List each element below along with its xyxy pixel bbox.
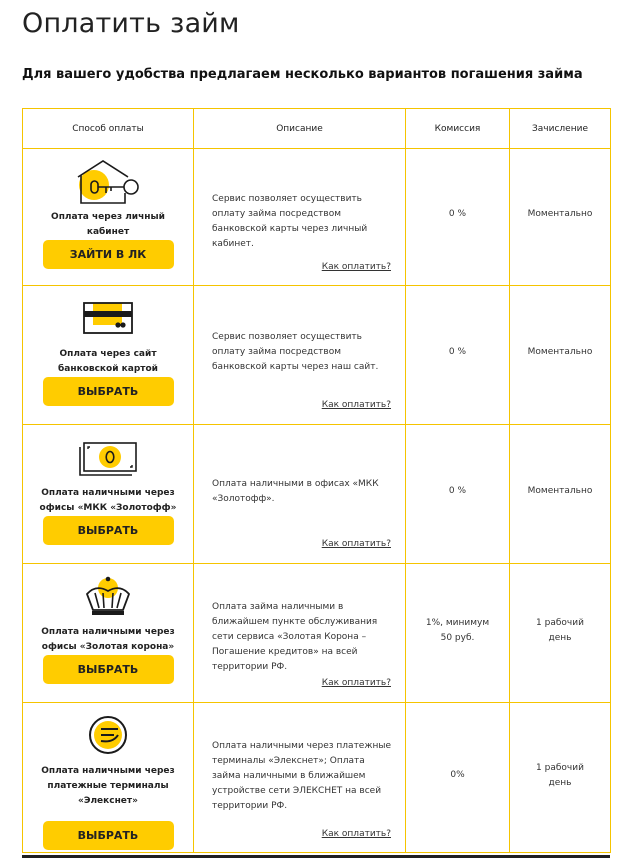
method-cell [23,703,194,853]
table-row [23,564,611,703]
crediting-cell: Моментально [510,286,611,425]
description-cell [194,149,406,286]
method-cell [23,425,194,564]
crediting-cell: 1 рабочий день [510,564,611,703]
commission-cell: 0% [406,703,510,853]
login-cabinet-button[interactable]: ЗАЙТИ В ЛК [43,240,174,269]
footer-divider [22,855,610,858]
crediting-cell: 1 рабочий день [510,703,611,853]
page-subtitle: Для вашего удобства предлагаем несколько вариантов погашения займа [22,67,583,82]
description-text: Сервис позволяет осуществить оплату займа посредством банковской карты через личный кабинет. [212,194,368,249]
description-cell [194,703,406,853]
table-header-row [23,109,611,149]
crown-icon [23,572,193,620]
select-button[interactable]: ВЫБРАТЬ [43,377,174,406]
elexnet-logo-icon [23,711,193,759]
method-name: Оплата наличными через платежные терминалы «Элекснет» [41,766,175,806]
how-to-pay-link[interactable]: Как оплатить? [321,539,391,549]
header-crediting: Зачисление [510,109,611,149]
commission-cell: 1%, минимум 50 руб. [406,564,510,703]
method-name: Оплата наличными через офисы «МКК «Золотофф» [39,488,177,513]
description-text: Оплата займа наличными в ближайшем пункте обслуживания сети сервиса «Золотая Корона – Погашение кредитов» на всей территории РФ. [212,602,378,672]
payment-methods-table [22,108,611,853]
description-text: Оплата наличными в офисах «МКК «Золотофф». [212,479,379,504]
description-cell [194,425,406,564]
header-method: Способ оплаты [23,109,194,149]
crediting-cell: Моментально [510,425,611,564]
description-cell [194,564,406,703]
select-button[interactable]: ВЫБРАТЬ [43,516,174,545]
how-to-pay-link[interactable]: Как оплатить? [321,400,391,410]
table-row [23,286,611,425]
how-to-pay-link[interactable]: Как оплатить? [321,262,391,272]
commission-cell: 0 % [406,149,510,286]
crediting-cell: Моментально [510,149,611,286]
cash-banknote-icon [23,433,193,481]
method-name: Оплата через сайт банковской картой [58,349,158,374]
method-cell [23,286,194,425]
method-name: Оплата наличными через офисы «Золотая корона» [41,627,175,652]
select-button[interactable]: ВЫБРАТЬ [43,821,174,850]
header-commission: Комиссия [406,109,510,149]
method-cell [23,564,194,703]
description-text: Сервис позволяет осуществить оплату займа посредством банковской карты через наш сайт. [212,332,379,372]
table-row [23,703,611,853]
commission-cell: 0 % [406,425,510,564]
house-key-icon [23,157,193,205]
method-name: Оплата через личный кабинет [51,212,165,237]
table-row [23,425,611,564]
description-cell [194,286,406,425]
header-description: Описание [194,109,406,149]
how-to-pay-link[interactable]: Как оплатить? [321,678,391,688]
table-row [23,149,611,286]
select-button[interactable]: ВЫБРАТЬ [43,655,174,684]
method-cell [23,149,194,286]
commission-cell: 0 % [406,286,510,425]
how-to-pay-link[interactable]: Как оплатить? [321,829,391,839]
page-title: Оплатить займ [22,8,240,39]
description-text: Оплата наличными через платежные терминалы «Элекснет»; Оплата займа наличными в ближайшем устройстве сети ЭЛЕКСНЕТ на всей территории РФ. [212,741,391,811]
bank-card-icon [23,294,193,342]
